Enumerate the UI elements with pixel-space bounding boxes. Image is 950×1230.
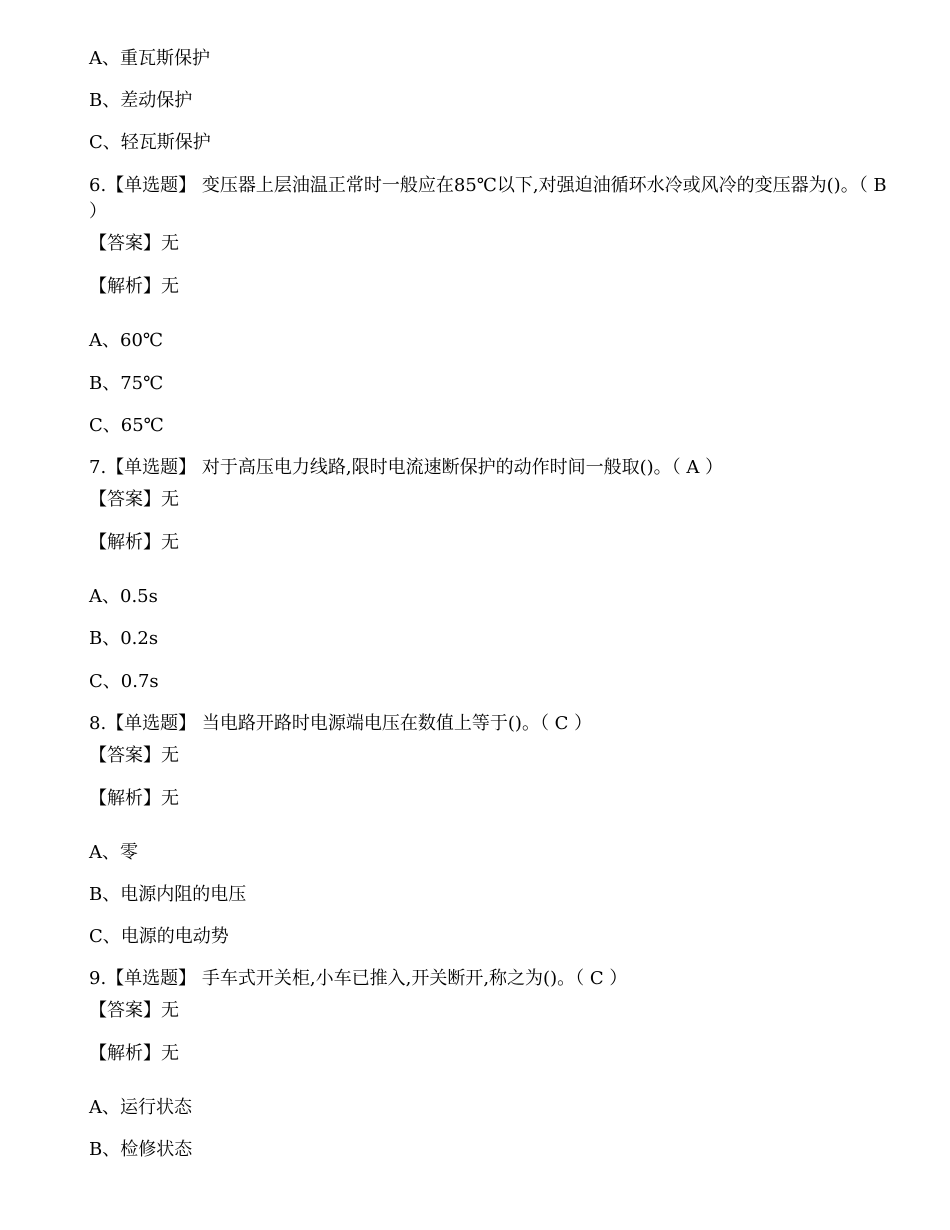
answer-8: 【答案】无 bbox=[89, 745, 179, 766]
option-7-c: C、0.7s bbox=[89, 671, 159, 692]
option-8-b: B、电源内阻的电压 bbox=[89, 884, 247, 905]
question-9: 9.【单选题】 手车式开关柜,小车已推入,开关断开,称之为()。（ C ） bbox=[89, 968, 628, 989]
option-8-a: A、零 bbox=[89, 842, 138, 863]
option-9-b: B、检修状态 bbox=[89, 1139, 193, 1160]
question-8: 8.【单选题】 当电路开路时电源端电压在数值上等于()。（ C ） bbox=[89, 713, 593, 734]
analysis-9: 【解析】无 bbox=[89, 1043, 179, 1064]
analysis-8: 【解析】无 bbox=[89, 788, 179, 809]
answer-6: 【答案】无 bbox=[89, 233, 179, 254]
option-a-heavy-gas-protection: A、重瓦斯保护 bbox=[89, 48, 210, 69]
analysis-6: 【解析】无 bbox=[89, 276, 179, 297]
answer-9: 【答案】无 bbox=[89, 1000, 179, 1021]
answer-7: 【答案】无 bbox=[89, 489, 179, 510]
option-c-light-gas-protection: C、轻瓦斯保护 bbox=[89, 132, 211, 153]
option-9-a: A、运行状态 bbox=[89, 1097, 192, 1118]
option-6-c: C、65℃ bbox=[89, 415, 164, 436]
question-7: 7.【单选题】 对于高压电力线路,限时电流速断保护的动作时间一般取()。（ A ） bbox=[89, 457, 724, 478]
option-7-a: A、0.5s bbox=[89, 586, 158, 607]
option-6-a: A、60℃ bbox=[89, 330, 164, 351]
option-8-c: C、电源的电动势 bbox=[89, 926, 229, 947]
option-7-b: B、0.2s bbox=[89, 628, 159, 649]
analysis-7: 【解析】无 bbox=[89, 532, 179, 553]
option-b-differential-protection: B、差动保护 bbox=[89, 90, 193, 111]
option-6-b: B、75℃ bbox=[89, 373, 164, 394]
question-6: 6.【单选题】 变压器上层油温正常时一般应在85℃以下,对强迫油循环水冷或风冷的变压器为()。（ B ） bbox=[89, 175, 887, 222]
